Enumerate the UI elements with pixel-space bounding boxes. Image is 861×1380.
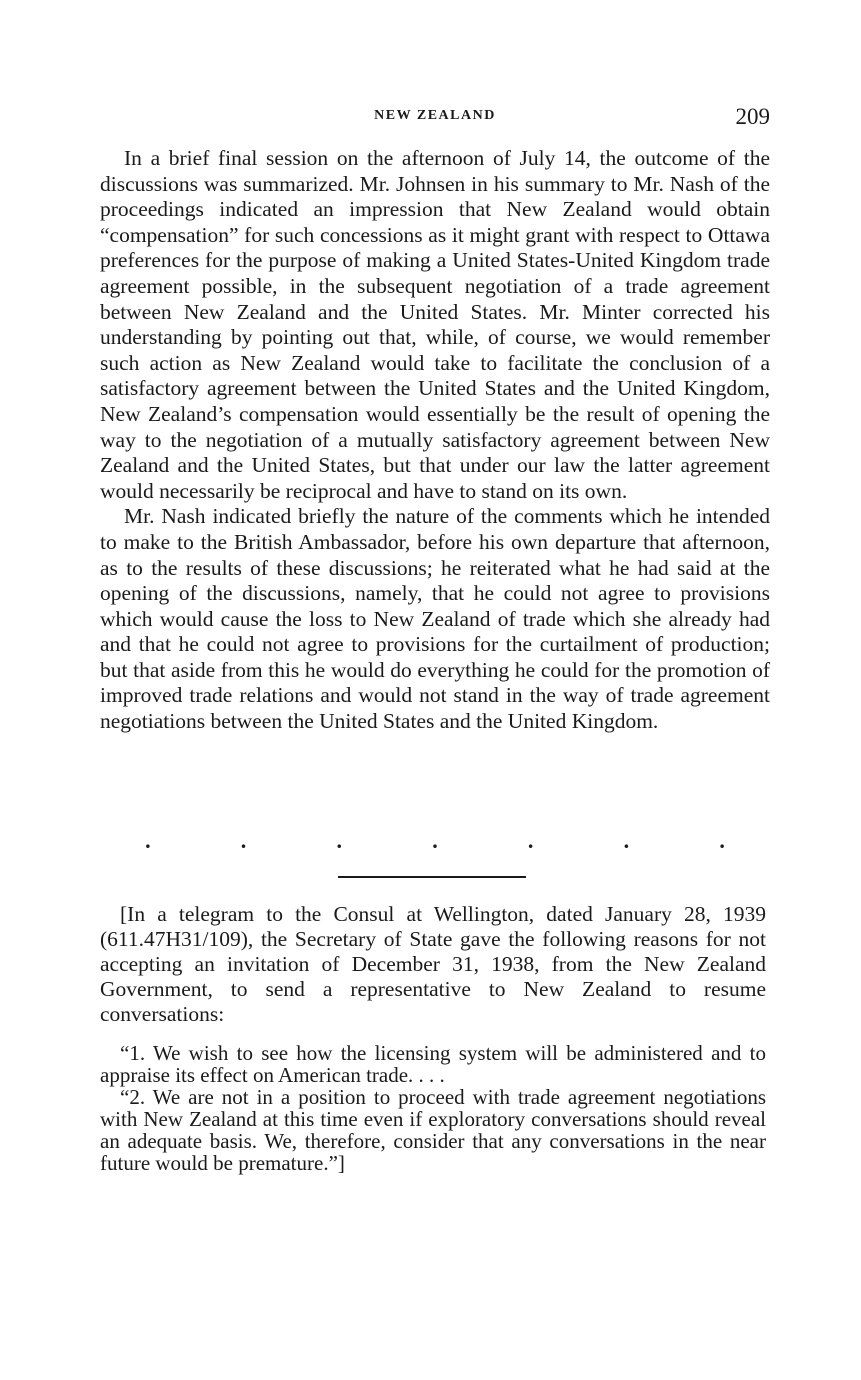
ellipsis-dot: .	[527, 828, 534, 853]
quoted-item: “1. We wish to see how the licensing system will be administered and to appraise its effect on American trade. . . .	[100, 1041, 766, 1087]
page-header	[100, 104, 770, 134]
paragraph: Mr. Nash indicated briefly the nature of the comments which he intended to make to the British Ambassador, before his own departure that afternoon, as to the results of these discussions; he reiterated what he had said at the opening of the discussions, namely, that he could not agree to provisions which would cause the loss to New Zealand of trade which she already had and that he could not agree to provisions for the curtailment of production; but that aside from this he would do everything he could for the promotion of improved trade relations and would not stand in the way of trade agreement negotiations between the United States and the United Kingdom.	[100, 504, 770, 734]
page-number: 209	[735, 104, 770, 129]
ellipsis-dot: .	[240, 828, 247, 853]
section-divider	[338, 876, 526, 878]
paragraph: In a brief final session on the afternoon of July 14, the outcome of the discussions was summarized. Mr. Johnsen in his summary to Mr. Nash of the proceedings indicated an impression that New Zealand would obtain “compensation” for such concessions as it might grant with respect to Ottawa preferences for the purpose of making a United States-United Kingdom trade agreement possible, in the subsequent negotiation of a trade agreement between New Zealand and the United States. Mr. Minter corrected his understanding by pointing out that, while, of course, we would remember such action as New Zealand would take to facilitate the conclusion of a satisfactory agreement between the United States and the United Kingdom, New Zealand’s compensation would essentially be the result of opening the way to the negotiation of a mutually satisfactory agreement between New Zealand and the United States, but that under our law the latter agreement would necessarily be reciprocal and have to stand on its own.	[100, 146, 770, 503]
ellipsis-dot: .	[145, 828, 151, 853]
telegram-quote	[100, 1042, 766, 1174]
running-head: NEW ZEALAND	[374, 108, 496, 123]
ellipsis-dot: .	[719, 828, 725, 853]
ellipsis-dot: .	[336, 828, 342, 853]
quoted-item: “2. We are not in a position to proceed with trade agreement negotiations with New Zealand at this time even if exploratory conversations should reveal an adequate basis. We, therefore, consider that any conversations in the near future would be premature.”]	[100, 1085, 766, 1175]
editorial-paragraph: [In a telegram to the Consul at Wellington, dated January 28, 1939 (611.47H31/109), the Secretary of State gave the following reasons for not accepting an invitation of December 31, 1938, from the New Zealand Government, to send a representative to New Zealand to resume conversations:	[100, 902, 766, 1026]
body-text	[100, 146, 770, 735]
editorial-note	[100, 902, 766, 1027]
ellipsis-separator	[100, 828, 770, 854]
ellipsis-dot: .	[623, 828, 630, 853]
ellipsis-dot: .	[432, 828, 438, 853]
